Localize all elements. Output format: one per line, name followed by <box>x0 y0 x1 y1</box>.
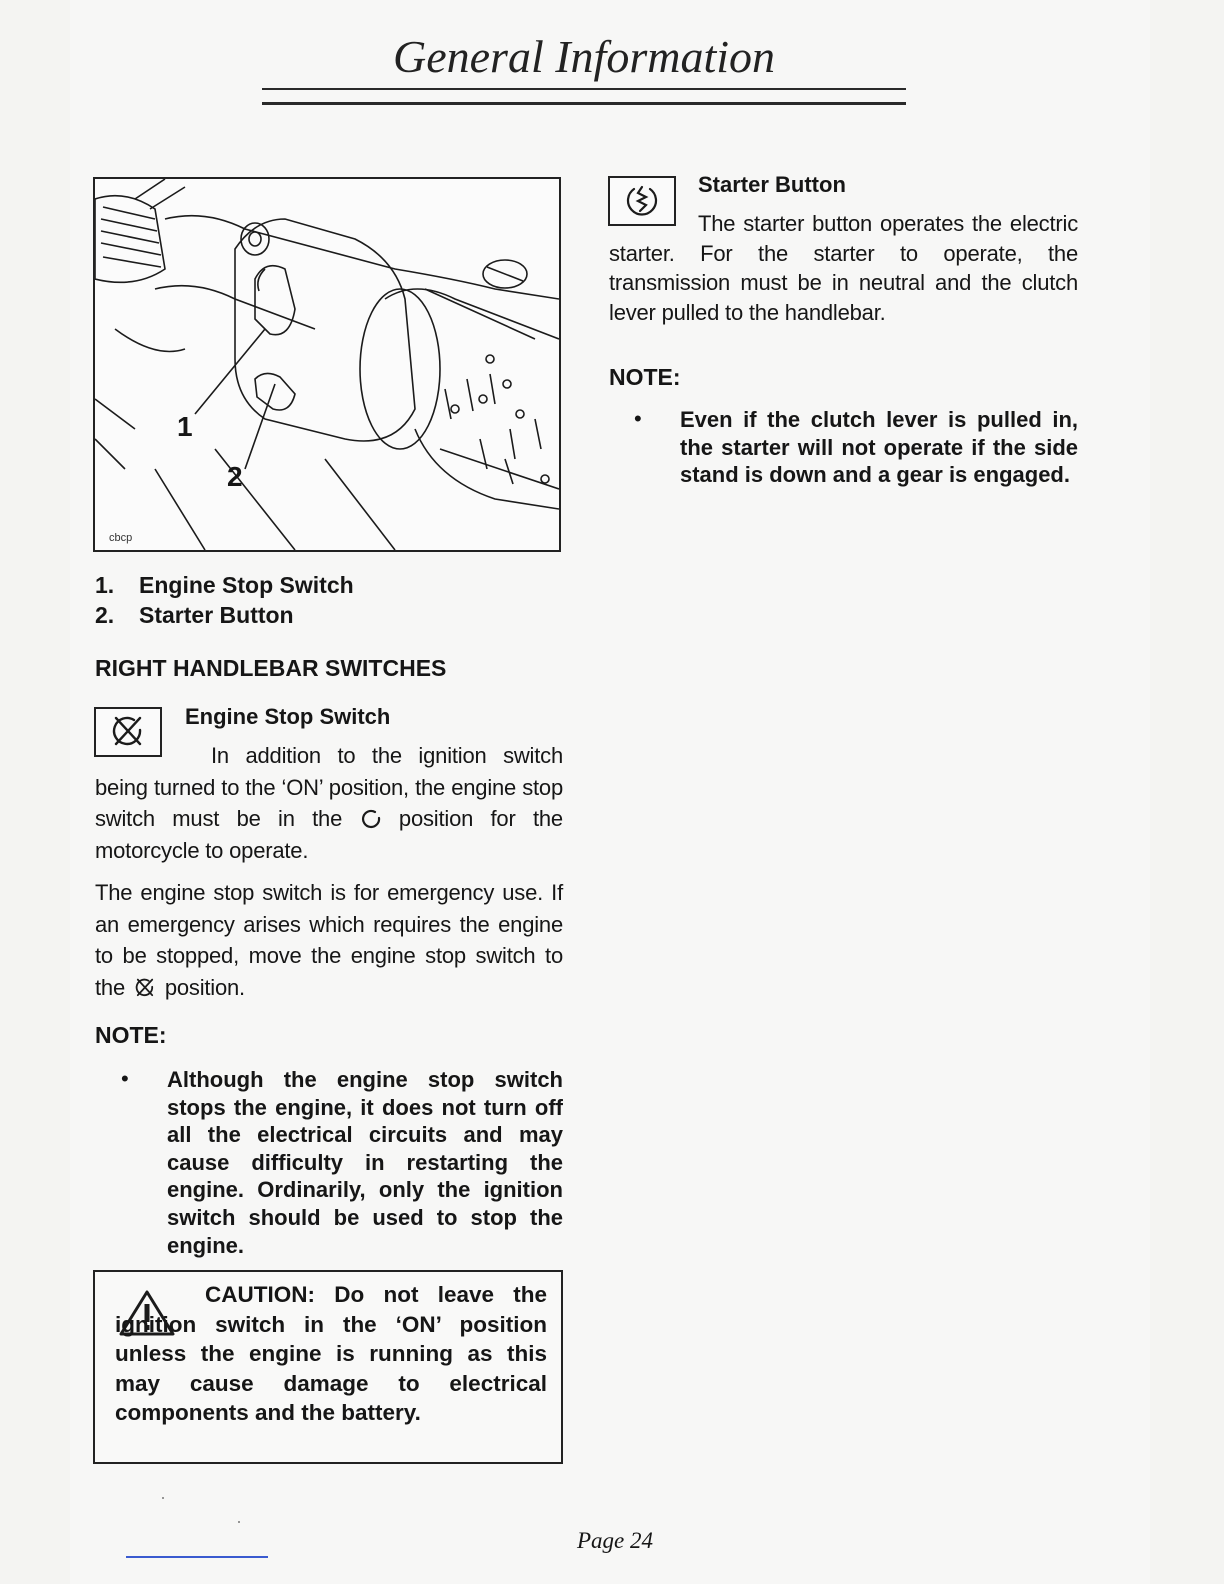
figure-caption-list <box>95 570 354 630</box>
bullet: • <box>121 1066 129 1091</box>
caption-item: 1. Engine Stop Switch <box>95 572 354 598</box>
handlebar-line-drawing <box>95 179 559 550</box>
starter-title: Starter Button <box>698 172 846 197</box>
starter-note: Even if the clutch lever is pulled in, the starter will not operate if the side stand is down and a gear is engaged. <box>680 407 1078 488</box>
starter-note-label: NOTE: <box>609 364 681 390</box>
engine-stop-paragraph-2: The engine stop switch is for emergency use. If an emergency arises which requires the engine to be stopped, move the engine stop switch to the position. <box>95 880 563 1000</box>
caution-box <box>93 1270 563 1464</box>
scan-speck <box>162 1497 164 1499</box>
callout-1: 1 <box>177 411 193 442</box>
title-rule-thick <box>262 102 906 105</box>
starter-paragraph: The starter button operates the electric starter. For the starter to operate, the transmission must be in neutral and the clutch lever pulled to the handlebar. <box>609 211 1078 325</box>
page-title: General Information <box>392 31 775 82</box>
engine-stop-paragraph-1: In addition to the ignition switch being turned to the ‘ON’ position, the engine stop switch must be in the position for the motorcycle to operate. <box>95 743 563 863</box>
caption-item: 2. Starter Button <box>95 602 294 628</box>
caution-text: CAUTION: Do not leave the ignition switch in the ‘ON’ position unless the engine is running as this may cause damage to electrical components and the battery. <box>115 1282 547 1426</box>
engine-stop-title: Engine Stop Switch <box>185 704 391 729</box>
title-rule-thin <box>262 88 906 90</box>
note-label: NOTE: <box>95 1022 167 1048</box>
footer-link-line[interactable] <box>126 1556 268 1558</box>
handlebar-switch-illustration <box>93 177 561 552</box>
engine-run-symbol-icon <box>360 809 382 829</box>
engine-stop-note: Although the engine stop switch stops the engine, it does not turn off all the electrical circuits and may cause difficulty in restarting the engine. Ordinarily, only the ignition switch should be used to stop the engine. <box>167 1067 563 1258</box>
section-heading: RIGHT HANDLEBAR SWITCHES <box>95 655 447 681</box>
scan-speck <box>238 1521 240 1523</box>
callout-2: 2 <box>227 461 243 492</box>
page-number: Page 24 <box>576 1528 653 1553</box>
figure-code: cbcp <box>109 532 133 544</box>
bullet: • <box>634 406 642 431</box>
engine-stop-inline-icon <box>131 976 159 1000</box>
